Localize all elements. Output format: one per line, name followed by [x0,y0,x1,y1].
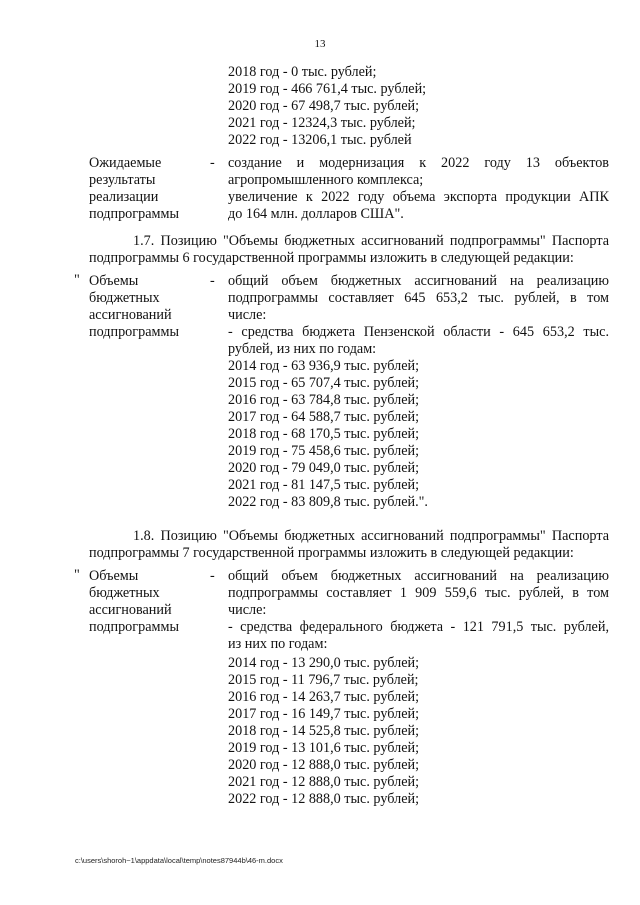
section-1-7-quote: " [74,272,80,288]
section-1-8-year: 2017 год - 16 149,7 тыс. рублей; [228,706,420,722]
results-label: результаты [89,172,156,188]
section-1-8-body: числе: [228,602,267,618]
section-1-7-year: 2014 год - 63 936,9 тыс. рублей; [228,358,420,374]
section-1-8-label: подпрограммы [89,619,179,635]
section-1-8-dash: - [210,568,215,584]
section-1-7-body: общий объем бюджетных ассигнований на реализацию [228,273,609,289]
section-1-8-year: 2015 год - 11 796,7 тыс. рублей; [228,672,419,688]
results-label: подпрограммы [89,206,179,222]
results-dash: - [210,155,215,171]
section-1-7-label: бюджетных [89,290,160,306]
section-1-7-dash: - [210,273,215,289]
section-1-8-body: подпрограммы составляет 1 909 559,6 тыс. рублей, в том [228,585,609,601]
top-list-item: 2019 год - 466 761,4 тыс. рублей; [228,81,427,97]
section-1-7-year: 2018 год - 68 170,5 тыс. рублей; [228,426,420,442]
section-1-8-heading: 1.8. Позицию "Объемы бюджетных ассигнований подпрограммы" Паспорта [133,528,609,544]
results-line: агропромышленного комплекса; [228,172,424,188]
section-1-8-body: общий объем бюджетных ассигнований на реализацию [228,568,609,584]
section-1-8-label: ассигнований [89,602,172,618]
section-1-7-body: рублей, из них по годам: [228,341,377,357]
top-list-item: 2021 год - 12324,3 тыс. рублей; [228,115,416,131]
results-label: Ожидаемые [89,155,162,171]
section-1-7-year: 2021 год - 81 147,5 тыс. рублей; [228,477,420,493]
section-1-8-label: бюджетных [89,585,160,601]
top-list-item: 2018 год - 0 тыс. рублей; [228,64,377,80]
results-line: увеличение к 2022 году объема экспорта продукции АПК [228,189,609,205]
section-1-8-quote: " [74,567,80,583]
top-list-item: 2020 год - 67 498,7 тыс. рублей; [228,98,420,114]
section-1-7-label: ассигнований [89,307,172,323]
section-1-7-heading: 1.7. Позицию "Объемы бюджетных ассигнований подпрограммы" Паспорта [133,233,609,249]
section-1-8-year: 2021 год - 12 888,0 тыс. рублей; [228,774,420,790]
section-1-8-year: 2018 год - 14 525,8 тыс. рублей; [228,723,420,739]
section-1-8-year: 2022 год - 12 888,0 тыс. рублей; [228,791,420,807]
section-1-7-year: 2017 год - 64 588,7 тыс. рублей; [228,409,420,425]
section-1-7-heading: подпрограммы 6 государственной программы изложить в следующей редакции: [89,250,574,266]
results-label: реализации [89,189,159,205]
section-1-7-label: подпрограммы [89,324,179,340]
section-1-8-label: Объемы [89,568,139,584]
top-list-item: 2022 год - 13206,1 тыс. рублей [228,132,412,148]
section-1-8-body: из них по годам: [228,636,328,652]
section-1-7-year: 2019 год - 75 458,6 тыс. рублей; [228,443,420,459]
section-1-8-heading: подпрограммы 7 государственной программы изложить в следующей редакции: [89,545,574,561]
section-1-7-body: числе: [228,307,267,323]
section-1-8-year: 2020 год - 12 888,0 тыс. рублей; [228,757,420,773]
section-1-7-year: 2022 год - 83 809,8 тыс. рублей.". [228,494,428,510]
page-number: 13 [314,38,326,50]
section-1-7-year: 2016 год - 63 784,8 тыс. рублей; [228,392,420,408]
section-1-8-body: - средства федерального бюджета - 121 791,5 тыс. рублей, [228,619,609,635]
section-1-8-year: 2019 год - 13 101,6 тыс. рублей; [228,740,420,756]
section-1-7-body: - средства бюджета Пензенской области - 645 653,2 тыс. [228,324,609,340]
footer-file-path: c:\users\shoroh~1\appdata\local\temp\notes87944b\46-m.docx [75,856,283,865]
results-line: создание и модернизация к 2022 году 13 объектов [228,155,609,171]
section-1-7-year: 2020 год - 79 049,0 тыс. рублей; [228,460,420,476]
section-1-8-year: 2014 год - 13 290,0 тыс. рублей; [228,655,420,671]
results-line: до 164 млн. долларов США". [228,206,404,222]
section-1-7-body: подпрограммы составляет 645 653,2 тыс. рублей, в том [228,290,609,306]
section-1-7-label: Объемы [89,273,139,289]
section-1-8-year: 2016 год - 14 263,7 тыс. рублей; [228,689,420,705]
section-1-7-year: 2015 год - 65 707,4 тыс. рублей; [228,375,420,391]
